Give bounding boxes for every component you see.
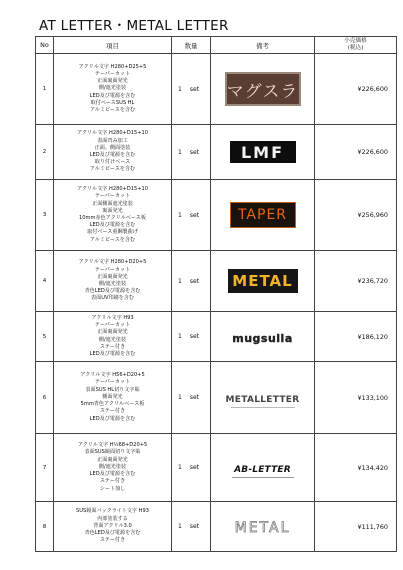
sign-image: mugsulla bbox=[232, 331, 293, 345]
sign-image: マグスラ bbox=[225, 72, 301, 106]
row-number: 3 bbox=[36, 180, 54, 251]
row-number: 8 bbox=[36, 502, 54, 552]
sign-photo-cell bbox=[211, 312, 315, 362]
description-line: 表面UV印刷を含む bbox=[91, 295, 134, 302]
description-line: アクリル文字 H280+D15+10 bbox=[76, 186, 148, 193]
quantity-cell bbox=[172, 502, 211, 552]
description-line: 正面裏面発光 bbox=[97, 456, 128, 463]
row-number: 6 bbox=[36, 362, 54, 434]
table-body bbox=[36, 54, 397, 552]
sign-photo-cell bbox=[211, 251, 315, 312]
row-number: 7 bbox=[36, 434, 54, 502]
quantity-cell bbox=[172, 251, 211, 312]
description-line: テーパーカット bbox=[94, 193, 131, 200]
description-line: アクリル文字 H56+D20+5 bbox=[80, 372, 145, 379]
description-line: 正面、側面塗装 bbox=[94, 144, 131, 151]
quantity-unit: set bbox=[189, 333, 199, 340]
retail-price: ¥236,720 bbox=[315, 251, 397, 312]
table-row bbox=[36, 251, 397, 312]
description-line: 正面裏面発光 bbox=[97, 78, 128, 85]
table-row bbox=[36, 502, 397, 552]
item-description bbox=[54, 125, 172, 180]
quantity-unit: set bbox=[189, 211, 199, 219]
quantity-unit: set bbox=[189, 523, 199, 530]
item-description bbox=[54, 54, 172, 125]
sign-photo-cell bbox=[211, 502, 315, 552]
header-no: No bbox=[36, 37, 54, 54]
quantity-cell bbox=[172, 125, 211, 180]
description-line: ステー付き bbox=[99, 537, 126, 544]
description-line: LED及び電源を含む bbox=[89, 471, 136, 478]
description-line: 側/遮光塗装 bbox=[98, 463, 127, 470]
sign-image: TAPER bbox=[230, 202, 296, 228]
description-line: ステー付き bbox=[99, 478, 126, 485]
description-line: 正面側面遮光塗装 bbox=[92, 200, 133, 207]
header-note: 備考 bbox=[211, 37, 315, 54]
quantity-unit: set bbox=[189, 464, 199, 471]
description-line: 側/遮光塗装 bbox=[98, 85, 127, 92]
item-description bbox=[54, 362, 172, 434]
retail-price: ¥134,420 bbox=[315, 434, 397, 502]
sign-image: LMF bbox=[230, 141, 296, 163]
row-number: 1 bbox=[36, 54, 54, 125]
table-row bbox=[36, 434, 397, 502]
retail-price: ¥256,960 bbox=[315, 180, 397, 251]
table-row bbox=[36, 362, 397, 434]
description-line: アクリル文字 H280+D20+5 bbox=[78, 259, 147, 266]
description-line: シート加し bbox=[99, 485, 126, 492]
quantity-unit: set bbox=[189, 277, 199, 285]
row-number: 4 bbox=[36, 251, 54, 312]
description-line: 内部塗装する bbox=[97, 515, 128, 522]
description-line: 表面凹み加工 bbox=[97, 137, 128, 144]
sign-photo-cell bbox=[211, 54, 315, 125]
description-line: 青色LED及び電源を含む bbox=[84, 530, 141, 537]
quantity-cell bbox=[172, 434, 211, 502]
description-line: 正面裏面発光 bbox=[97, 329, 128, 336]
sign-image: METAL bbox=[228, 269, 298, 293]
description-line: 側/遮光塗装 bbox=[98, 281, 127, 287]
table-row bbox=[36, 312, 397, 362]
description-line: アクリル文字 H93 bbox=[91, 314, 134, 321]
quantity: 1 bbox=[178, 333, 182, 340]
item-description bbox=[54, 312, 172, 362]
description-line: テーパーカット bbox=[94, 70, 131, 77]
description-line: アクリル文字 H½68+D20+5 bbox=[77, 442, 148, 449]
sign-photo-cell bbox=[211, 434, 315, 502]
description-line: 青色LED及び電源を含む bbox=[84, 288, 141, 295]
description-line: LED及び電源を含む bbox=[89, 415, 136, 422]
quantity-cell bbox=[172, 312, 211, 362]
description-line: LED及び電源を含む bbox=[89, 92, 136, 99]
description-line: 正面裏面発光 bbox=[97, 273, 128, 280]
retail-price: ¥133,100 bbox=[315, 362, 397, 434]
table-row bbox=[36, 180, 397, 251]
page-title: AT LETTER・METAL LETTER bbox=[39, 18, 229, 34]
description-line: 10mm赤色アクリルベース板 bbox=[79, 215, 146, 221]
description-line: テーパーカット bbox=[94, 322, 131, 329]
header-item: 項目 bbox=[54, 37, 172, 54]
description-line: 取り付けベース bbox=[94, 159, 131, 166]
quantity-unit: set bbox=[189, 148, 199, 156]
retail-price: ¥226,600 bbox=[315, 54, 397, 125]
sign-photo-cell bbox=[211, 362, 315, 434]
description-line: 側面発光 bbox=[102, 393, 123, 400]
description-line: アルミピースを含む bbox=[89, 107, 136, 113]
quantity-cell bbox=[172, 54, 211, 125]
description-line: アクリル文字 H280+D15+10 bbox=[76, 130, 148, 137]
quantity-cell bbox=[172, 180, 211, 251]
description-line: テーパーカット bbox=[94, 379, 131, 386]
description-line: ステー付き bbox=[99, 343, 126, 350]
description-line: LED及び電源を含む bbox=[89, 152, 136, 158]
sign-photo-cell bbox=[211, 180, 315, 251]
description-line: SUS鏡面バックライト文字 H93 bbox=[76, 508, 149, 515]
description-line: 背面アクリル3.0 bbox=[93, 522, 132, 529]
retail-price: ¥111,760 bbox=[315, 502, 397, 552]
description-line: テーパーカット bbox=[94, 266, 131, 273]
quantity-unit: set bbox=[189, 85, 199, 93]
price-table bbox=[35, 36, 397, 552]
quantity-unit: set bbox=[189, 394, 199, 401]
description-line: アルミピースを含む bbox=[89, 236, 136, 243]
description-line: 裏面発光 bbox=[102, 207, 123, 214]
quantity: 1 bbox=[178, 85, 182, 93]
quantity: 1 bbox=[178, 464, 182, 471]
sign-image: AB-LETTER bbox=[232, 463, 294, 478]
description-line: 表面SUS HL切り文字貼 bbox=[85, 386, 140, 393]
header-qty: 数量 bbox=[172, 37, 211, 54]
quantity: 1 bbox=[178, 523, 182, 530]
description-line: 5mm青色アクリルベース板 bbox=[80, 401, 145, 408]
item-description bbox=[54, 251, 172, 312]
table-header-row bbox=[36, 37, 397, 54]
sign-image: METALLETTER bbox=[231, 393, 295, 408]
description-line: アルミピースを含む bbox=[89, 166, 136, 173]
item-description bbox=[54, 502, 172, 552]
quantity: 1 bbox=[178, 277, 182, 285]
description-line: 表面SUS鏡面切り文字貼 bbox=[84, 449, 141, 456]
quantity: 1 bbox=[178, 148, 182, 156]
description-line: アクリル文字 H280+D25+5 bbox=[78, 63, 147, 70]
description-line: 側/遮光塗装 bbox=[98, 336, 127, 343]
header-price-tax: (税込) bbox=[347, 45, 364, 51]
description-line: LED及び電源を含む bbox=[89, 222, 136, 229]
header-price bbox=[315, 37, 397, 54]
quantity: 1 bbox=[178, 211, 182, 219]
table-row bbox=[36, 125, 397, 180]
header-price-label: 小売価格 bbox=[344, 38, 367, 44]
row-number: 5 bbox=[36, 312, 54, 362]
row-number: 2 bbox=[36, 125, 54, 180]
description-line: LED及び電源を含む bbox=[89, 350, 136, 357]
sign-photo-cell bbox=[211, 125, 315, 180]
retail-price: ¥226,600 bbox=[315, 125, 397, 180]
description-line: ステー付き bbox=[99, 408, 126, 415]
description-line: 取付ベースSUS HL bbox=[90, 99, 135, 106]
sign-image: METAL bbox=[234, 520, 291, 536]
item-description bbox=[54, 434, 172, 502]
description-line: 取付ベース重鋼製曲げ bbox=[87, 229, 138, 236]
retail-price: ¥186,120 bbox=[315, 312, 397, 362]
quantity-cell bbox=[172, 362, 211, 434]
quantity: 1 bbox=[178, 394, 182, 401]
table-row bbox=[36, 54, 397, 125]
item-description bbox=[54, 180, 172, 251]
